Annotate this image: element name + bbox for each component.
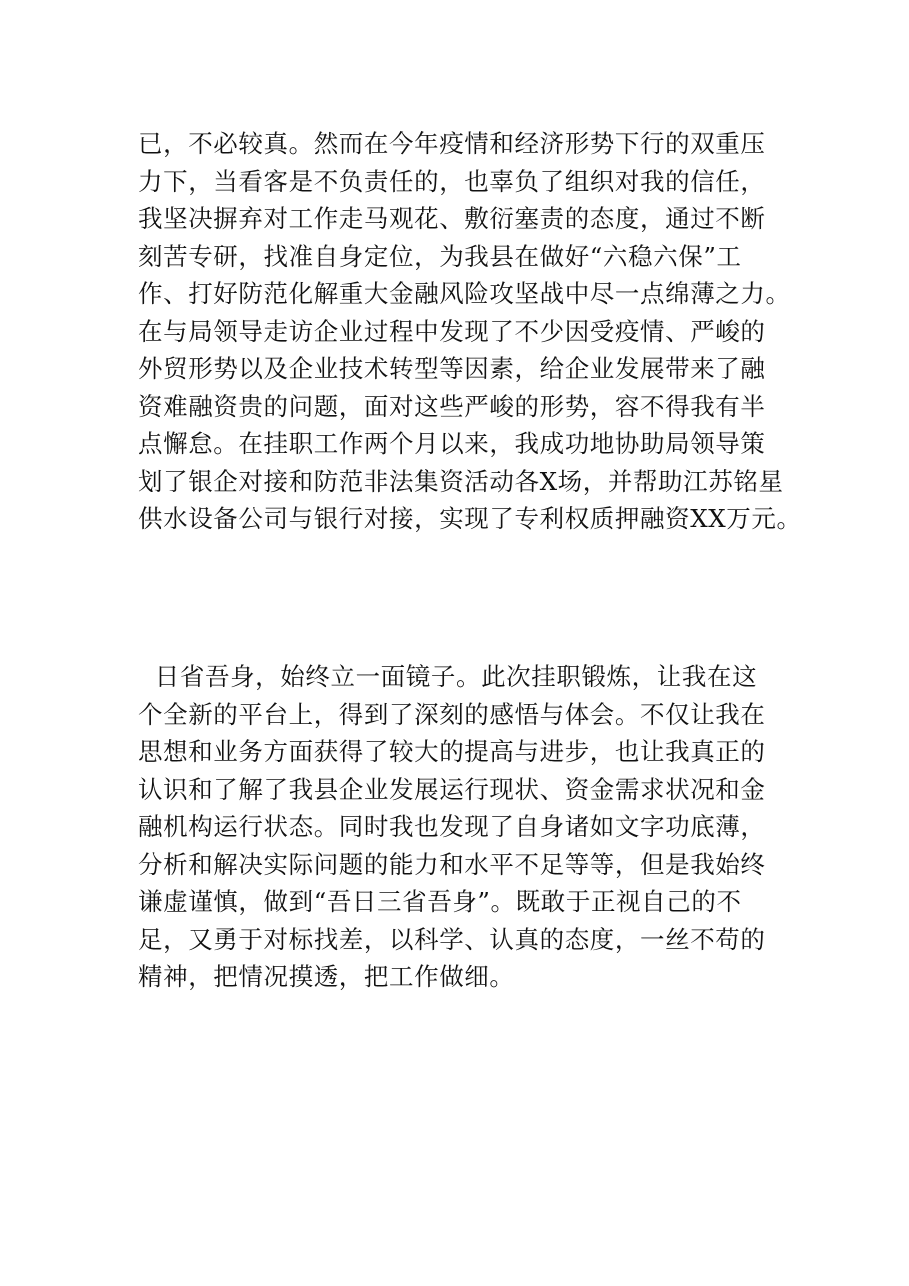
paragraph-line: 点懈怠。在挂职工作两个月以来，我成功地协助局领导策 (138, 429, 766, 458)
paragraph-line: 个全新的平台上，得到了深刻的感悟与体会。不仅让我在 (138, 699, 766, 729)
paragraph-line: 外贸形势以及企业技术转型等因素，给企业发展带来了融 (138, 354, 766, 383)
paragraph-line: 精神，把情况摸透，把工作做细。 (138, 962, 515, 991)
paragraph-line: 资难融资贵的问题，面对这些严峻的形势，容不得我有半 (138, 391, 766, 421)
paragraph-line: 谦虚谨慎，做到“吾日三省吾身”。既敢于正视自己的不 (138, 887, 742, 916)
paragraph-line: 分析和解决实际问题的能力和水平不足等等，但是我始终 (138, 849, 766, 879)
paragraph-line: 刻苦专研，找准自身定位，为我县在做好“六稳六保”工 (138, 241, 742, 271)
paragraph-line: 思想和业务方面获得了较大的提高与进步，也让我真正的 (138, 737, 766, 766)
paragraph-1 (138, 125, 802, 538)
paragraph-line: 我坚决摒弃对工作走马观花、敷衍塞责的态度，通过不断 (138, 204, 766, 233)
paragraph-line: 认识和了解了我县企业发展运行现状、资金需求状况和金 (138, 774, 766, 804)
paragraph-line: 在与局领导走访企业过程中发现了不少因受疫情、严峻的 (138, 316, 766, 346)
paragraph-line: 力下，当看客是不负责任的，也辜负了组织对我的信任， (138, 166, 766, 196)
paragraph-line: 融机构运行状态。同时我也发现了自身诸如文字功底薄， (138, 812, 766, 841)
paragraph-line: 作、打好防范化解重大金融风险攻坚战中尽一点绵薄之力。 (138, 279, 791, 308)
paragraph-line: 划了银企对接和防范非法集资活动各X场，并帮助江苏铭星 (138, 466, 784, 496)
paragraph-line: 日省吾身，始终立一面镜子。此次挂职锻炼，让我在这 (138, 662, 758, 691)
paragraph-line: 供水设备公司与银行对接，实现了专利权质押融资XX万元。 (138, 504, 802, 533)
paragraph-line: 已，不必较真。然而在今年疫情和经济形势下行的双重压 (138, 129, 766, 158)
paragraph-2 (138, 658, 778, 996)
paragraph-line: 足，又勇于对标找差，以科学、认真的态度，一丝不苟的 (138, 924, 766, 954)
